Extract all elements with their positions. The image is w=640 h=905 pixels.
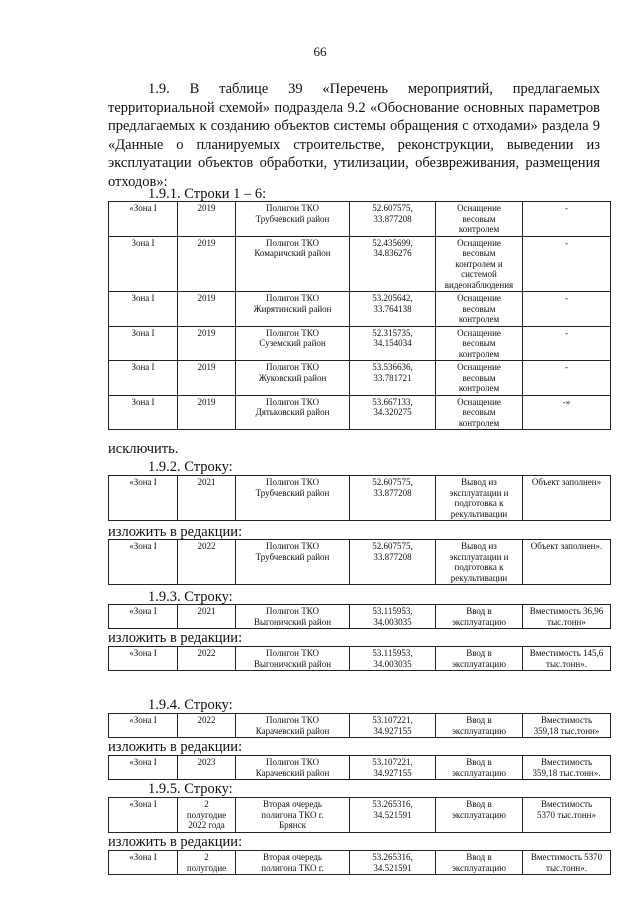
cell-zone: «Зона I xyxy=(109,647,178,671)
cell-object: Полигон ТКО Выгоничский район xyxy=(236,605,350,629)
page-number: 66 xyxy=(313,44,327,59)
exclude-text: исключить. xyxy=(108,441,179,457)
cell-note: Объект заполнен». xyxy=(523,540,611,585)
cell-note: Объект заполнен» xyxy=(523,476,611,521)
cell-object: Полигон ТКО Трубчевский район xyxy=(236,476,350,521)
cell-year: 2019 xyxy=(178,202,236,237)
cell-zone: «Зона I xyxy=(109,756,178,780)
cell-measure: Вывод из эксплуатации и подготовка к рекультивации xyxy=(436,540,523,585)
cell-zone: «Зона I xyxy=(109,476,178,521)
edit-label-1-9-4: изложить в редакции: xyxy=(108,739,243,755)
cell-zone: Зона I xyxy=(109,361,178,396)
cell-year: 2022 xyxy=(178,647,236,671)
section-heading-1-9-1: 1.9.1. Строки 1 – 6: xyxy=(148,186,267,202)
table-row xyxy=(109,605,611,629)
cell-coordinates: 53.265316, 34.521591 xyxy=(350,851,436,875)
cell-measure: Ввод в эксплуатацию xyxy=(436,605,523,629)
table-new-1-9-4 xyxy=(108,755,611,780)
cell-coordinates: 52.315735, 34.154034 xyxy=(350,326,436,361)
table-row xyxy=(109,756,611,780)
cell-note: - xyxy=(523,361,611,396)
cell-measure: Ввод в эксплуатацию xyxy=(436,851,523,875)
table-new-1-9-5 xyxy=(108,850,611,875)
table-row xyxy=(109,236,611,292)
cell-zone: Зона I xyxy=(109,326,178,361)
cell-year: 2021 xyxy=(178,605,236,629)
cell-object: Полигон ТКО Карачевский район xyxy=(236,756,350,780)
cell-measure: Оснащение весовым контролем xyxy=(436,326,523,361)
cell-object: Полигон ТКО Карачевский район xyxy=(236,714,350,738)
cell-note: - xyxy=(523,236,611,292)
cell-measure: Вывод из эксплуатации и подготовка к рекультивации xyxy=(436,476,523,521)
cell-note: Вместимость 36,96 тыс.тонн» xyxy=(523,605,611,629)
table-old-1-9-2 xyxy=(108,475,611,521)
table-row xyxy=(109,326,611,361)
cell-measure: Ввод в эксплуатацию xyxy=(436,798,523,833)
cell-note: - xyxy=(523,202,611,237)
cell-object: Вторая очередь полигона ТКО г. Брянск xyxy=(236,798,350,833)
cell-coordinates: 53.107221, 34.927155 xyxy=(350,714,436,738)
cell-zone: «Зона I xyxy=(109,798,178,833)
section-heading-1-9-3: 1.9.3. Строку: xyxy=(148,589,233,605)
cell-coordinates: 53.536636, 33.781721 xyxy=(350,361,436,396)
cell-year: 2019 xyxy=(178,236,236,292)
edit-label-1-9-2: изложить в редакции: xyxy=(108,524,243,540)
cell-note: Вместимость 145,6 тыс.тонн». xyxy=(523,647,611,671)
table-row xyxy=(109,714,611,738)
table-rows-1-6 xyxy=(108,201,611,430)
cell-year: 2 полугодие 2022 года xyxy=(178,798,236,833)
cell-zone: «Зона I xyxy=(109,851,178,875)
cell-year: 2 полугодие xyxy=(178,851,236,875)
cell-object: Полигон ТКО Трубчевский район xyxy=(236,540,350,585)
cell-measure: Оснащение весовым контролем xyxy=(436,395,523,430)
cell-coordinates: 52.607575, 33.877208 xyxy=(350,540,436,585)
cell-coordinates: 53.265316, 34.521591 xyxy=(350,798,436,833)
table-row xyxy=(109,540,611,585)
cell-coordinates: 53.667133, 34.320275 xyxy=(350,395,436,430)
cell-zone: «Зона I xyxy=(109,540,178,585)
cell-coordinates: 52.607575, 33.877208 xyxy=(350,202,436,237)
cell-object: Полигон ТКО Дятьковский район xyxy=(236,395,350,430)
cell-zone: «Зона I xyxy=(109,605,178,629)
table-row xyxy=(109,395,611,430)
cell-coordinates: 53.205642, 33.764138 xyxy=(350,292,436,327)
cell-note: Вместимость 359,18 тыс.тонн» xyxy=(523,714,611,738)
section-heading-1-9-5: 1.9.5. Строку: xyxy=(148,781,233,797)
section-heading-1-9-4: 1.9.4. Строку: xyxy=(148,697,233,713)
cell-coordinates: 53.115953, 34.003035 xyxy=(350,647,436,671)
cell-year: 2022 xyxy=(178,540,236,585)
cell-year: 2019 xyxy=(178,395,236,430)
cell-year: 2019 xyxy=(178,361,236,396)
cell-year: 2023 xyxy=(178,756,236,780)
cell-measure: Оснащение весовым контролем и системой видеонаблюдения xyxy=(436,236,523,292)
table-row xyxy=(109,798,611,833)
cell-year: 2019 xyxy=(178,326,236,361)
intro-paragraph: 1.9. В таблице 39 «Перечень мероприятий, предлагаемых территориальной схемой» подраздела 9.2 «Обоснование основных параметров предлагаемых к созданию объектов системы обращения с отходами» раздела 9 «Данные о планируемых строительстве, реконструкции, выведении из эксплуатации объектов обработки, утилизации, обезвреживания, размещения отходов»: xyxy=(108,81,600,190)
cell-year: 2021 xyxy=(178,476,236,521)
cell-year: 2022 xyxy=(178,714,236,738)
cell-note: - xyxy=(523,326,611,361)
cell-year: 2019 xyxy=(178,292,236,327)
cell-object: Полигон ТКО Жирятинский район xyxy=(236,292,350,327)
table-old-1-9-5 xyxy=(108,797,611,833)
section-heading-1-9-2: 1.9.2. Строку: xyxy=(148,459,233,475)
cell-measure: Ввод в эксплуатацию xyxy=(436,756,523,780)
table-row xyxy=(109,476,611,521)
cell-measure: Ввод в эксплуатацию xyxy=(436,647,523,671)
cell-note: Вместимость 5370 тыс.тонн» xyxy=(523,798,611,833)
cell-coordinates: 53.115953, 34.003035 xyxy=(350,605,436,629)
cell-measure: Оснащение весовым контролем xyxy=(436,361,523,396)
edit-label-1-9-5: изложить в редакции: xyxy=(108,834,243,850)
cell-note: -» xyxy=(523,395,611,430)
edit-label-1-9-3: изложить в редакции: xyxy=(108,630,243,646)
cell-object: Вторая очередь полигона ТКО г. xyxy=(236,851,350,875)
cell-zone: Зона I xyxy=(109,395,178,430)
table-row xyxy=(109,851,611,875)
table-row xyxy=(109,647,611,671)
cell-zone: «Зона I xyxy=(109,202,178,237)
table-row xyxy=(109,202,611,237)
cell-object: Полигон ТКО Суземский район xyxy=(236,326,350,361)
cell-note: - xyxy=(523,292,611,327)
cell-note: Вместимость 5370 тыс.тонн». xyxy=(523,851,611,875)
cell-object: Полигон ТКО Выгоничский район xyxy=(236,647,350,671)
cell-note: Вместимость 359,18 тыс.тонн». xyxy=(523,756,611,780)
cell-object: Полигон ТКО Комаричский район xyxy=(236,236,350,292)
cell-coordinates: 52.435699, 34.836276 xyxy=(350,236,436,292)
table-new-1-9-3 xyxy=(108,646,611,671)
cell-object: Полигон ТКО Трубчевский район xyxy=(236,202,350,237)
cell-zone: «Зона I xyxy=(109,714,178,738)
cell-measure: Оснащение весовым контролем xyxy=(436,202,523,237)
table-old-1-9-3 xyxy=(108,604,611,629)
table-old-1-9-4 xyxy=(108,713,611,738)
cell-object: Полигон ТКО Жуковский район xyxy=(236,361,350,396)
table-row xyxy=(109,292,611,327)
cell-coordinates: 53.107221, 34.927155 xyxy=(350,756,436,780)
cell-zone: Зона I xyxy=(109,292,178,327)
table-row xyxy=(109,361,611,396)
cell-measure: Оснащение весовым контролем xyxy=(436,292,523,327)
table-new-1-9-2 xyxy=(108,539,611,585)
cell-zone: Зона I xyxy=(109,236,178,292)
cell-measure: Ввод в эксплуатацию xyxy=(436,714,523,738)
cell-coordinates: 52.607575, 33.877208 xyxy=(350,476,436,521)
